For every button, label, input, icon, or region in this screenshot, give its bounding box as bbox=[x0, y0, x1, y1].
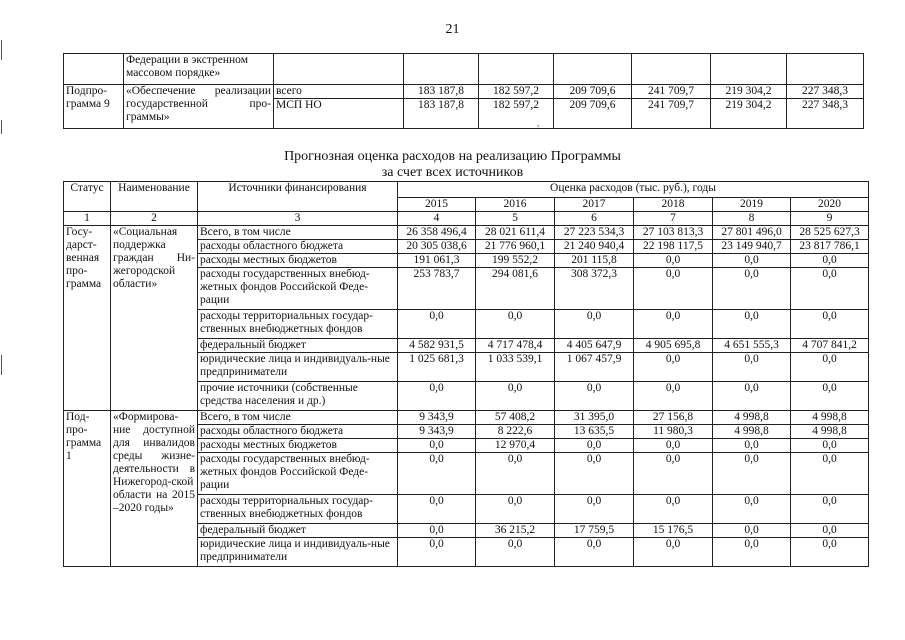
status-cell: Под-про-грамма 1 bbox=[64, 411, 111, 567]
header-name: Наименование bbox=[111, 182, 198, 212]
year-header: 2015 bbox=[398, 198, 476, 212]
value-cell: 0,0 bbox=[634, 495, 713, 524]
value-cell: 241 709,7 bbox=[632, 99, 711, 129]
value-cell: 4 905 695,8 bbox=[634, 339, 713, 353]
source-cell: юридические лица и индивидуаль-ные предприниматели bbox=[198, 353, 398, 382]
value-cell: 0,0 bbox=[791, 524, 869, 538]
source-cell: расходы государственных внебюд-жетных фондов Российской Феде-рации bbox=[198, 268, 398, 310]
column-number: 9 bbox=[791, 212, 869, 226]
column-number: 5 bbox=[476, 212, 555, 226]
value-cell: 0,0 bbox=[713, 353, 791, 382]
value-cell: 0,0 bbox=[791, 495, 869, 524]
value-cell: 199 552,2 bbox=[476, 254, 555, 268]
value-cell: 1 033 539,1 bbox=[476, 353, 555, 382]
value-cell: 0,0 bbox=[555, 310, 634, 339]
column-number: 3 bbox=[198, 212, 398, 226]
source-cell: расходы территориальных государ-ственных внебюджетных фондов bbox=[198, 495, 398, 524]
year-header: 2016 bbox=[476, 198, 555, 212]
value-cell: 1 067 457,9 bbox=[555, 353, 634, 382]
value-cell: 8 222,6 bbox=[476, 425, 555, 439]
value-cell: 183 187,8 bbox=[404, 85, 479, 99]
value-cell: 227 348,3 bbox=[787, 99, 864, 129]
value-cell: 15 176,5 bbox=[634, 524, 713, 538]
value-cell: 0,0 bbox=[634, 353, 713, 382]
source-cell: федеральный бюджет bbox=[198, 524, 398, 538]
source-cell: расходы территориальных государ-ственных внебюджетных фондов bbox=[198, 310, 398, 339]
header-estimate: Оценка расходов (тыс. руб.), годы bbox=[398, 182, 869, 198]
margin-rule bbox=[1, 40, 2, 60]
program-name-cell: «Обеспечение реализации государственной про-граммы» bbox=[124, 85, 274, 129]
value-cell: 9 343,9 bbox=[398, 425, 476, 439]
value-cell: 0,0 bbox=[555, 453, 634, 495]
column-number: 2 bbox=[111, 212, 198, 226]
value-cell: 23 149 940,7 bbox=[713, 240, 791, 254]
value-cell: 0,0 bbox=[476, 453, 555, 495]
status-cell: Госу-дарст-венная про-грамма bbox=[64, 226, 111, 411]
value-cell: 0,0 bbox=[791, 382, 869, 411]
program-name-cell: «Социальная поддержка граждан Ни-жегородской области» bbox=[111, 226, 198, 411]
table-row bbox=[64, 54, 864, 85]
value-cell: 0,0 bbox=[634, 439, 713, 453]
column-number: 1 bbox=[64, 212, 111, 226]
source-cell: Всего, в том числе bbox=[198, 226, 398, 240]
value-cell: 0,0 bbox=[634, 453, 713, 495]
column-number: 8 bbox=[713, 212, 791, 226]
value-cell: 27 223 534,3 bbox=[555, 226, 634, 240]
value-cell: 17 759,5 bbox=[555, 524, 634, 538]
value-cell: 0,0 bbox=[398, 495, 476, 524]
value-cell: 22 198 117,5 bbox=[634, 240, 713, 254]
value-cell: 0,0 bbox=[555, 495, 634, 524]
value-cell: 28 525 627,3 bbox=[791, 226, 869, 240]
top-continuation-table bbox=[63, 53, 864, 129]
value-cell: 0,0 bbox=[713, 268, 791, 310]
forecast-table bbox=[63, 181, 869, 567]
value-cell: 9 343,9 bbox=[398, 411, 476, 425]
program-name-cell: «Формирова-ние доступной для инвалидов среды жизне-деятельности в Нижегород-ской области на 2015 –2020 годы» bbox=[111, 411, 198, 567]
value-cell: 0,0 bbox=[476, 538, 555, 567]
source-cell: всего bbox=[274, 85, 404, 99]
value-cell: 26 358 496,4 bbox=[398, 226, 476, 240]
value-cell: 241 709,7 bbox=[632, 85, 711, 99]
value-cell: 0,0 bbox=[791, 439, 869, 453]
value-cell: 4 998,8 bbox=[713, 411, 791, 425]
scan-mark: , bbox=[537, 118, 540, 128]
status-cell: Подпро-грамма 9 bbox=[64, 85, 124, 129]
value-cell: 0,0 bbox=[713, 439, 791, 453]
value-cell: 0,0 bbox=[398, 453, 476, 495]
value-cell: 0,0 bbox=[713, 254, 791, 268]
year-header: 2019 bbox=[713, 198, 791, 212]
value-cell: 219 304,2 bbox=[711, 99, 787, 129]
value-cell: 219 304,2 bbox=[711, 85, 787, 99]
value-cell: 0,0 bbox=[634, 538, 713, 567]
value-cell: 0,0 bbox=[791, 453, 869, 495]
value-cell: 20 305 038,6 bbox=[398, 240, 476, 254]
value-cell: 0,0 bbox=[398, 538, 476, 567]
value-cell: 4 707 841,2 bbox=[791, 339, 869, 353]
year-header: 2018 bbox=[634, 198, 713, 212]
value-cell: 11 980,3 bbox=[634, 425, 713, 439]
column-number: 6 bbox=[555, 212, 634, 226]
value-cell: 13 635,5 bbox=[555, 425, 634, 439]
value-cell: 27 103 813,3 bbox=[634, 226, 713, 240]
value-cell: 0,0 bbox=[555, 538, 634, 567]
value-cell: 36 215,2 bbox=[476, 524, 555, 538]
value-cell: 0,0 bbox=[634, 382, 713, 411]
value-cell: 0,0 bbox=[398, 310, 476, 339]
value-cell: 201 115,8 bbox=[555, 254, 634, 268]
value-cell: 209 709,6 bbox=[554, 99, 632, 129]
value-cell: 0,0 bbox=[398, 439, 476, 453]
source-cell: расходы местных бюджетов bbox=[198, 254, 398, 268]
column-number: 4 bbox=[398, 212, 476, 226]
value-cell: 182 597,2 bbox=[479, 85, 554, 99]
value-cell: 0,0 bbox=[398, 524, 476, 538]
section-heading: Прогнозная оценка расходов на реализацию Программы bbox=[284, 149, 621, 164]
value-cell: 183 187,8 bbox=[404, 99, 479, 129]
value-cell: 0,0 bbox=[555, 382, 634, 411]
value-cell: 0,0 bbox=[713, 310, 791, 339]
value-cell: 294 081,6 bbox=[476, 268, 555, 310]
source-cell: Всего, в том числе bbox=[198, 411, 398, 425]
margin-rule bbox=[1, 120, 2, 134]
value-cell: 0,0 bbox=[791, 254, 869, 268]
value-cell: 182 597,2 bbox=[479, 99, 554, 129]
value-cell: 191 061,3 bbox=[398, 254, 476, 268]
value-cell: 0,0 bbox=[713, 453, 791, 495]
value-cell: 4 651 555,3 bbox=[713, 339, 791, 353]
value-cell: 0,0 bbox=[713, 524, 791, 538]
table-row bbox=[64, 411, 869, 425]
source-cell: расходы государственных внебюд-жетных фондов Российской Феде-рации bbox=[198, 453, 398, 495]
value-cell: 28 021 611,4 bbox=[476, 226, 555, 240]
page-number: 21 bbox=[445, 22, 460, 37]
value-cell: 253 783,7 bbox=[398, 268, 476, 310]
source-cell: прочие источники (собственные средства населения и др.) bbox=[198, 382, 398, 411]
value-cell: 0,0 bbox=[791, 538, 869, 567]
header-status: Статус bbox=[64, 182, 111, 212]
table-row bbox=[64, 226, 869, 240]
value-cell: 227 348,3 bbox=[787, 85, 864, 99]
source-cell: федеральный бюджет bbox=[198, 339, 398, 353]
value-cell: 12 970,4 bbox=[476, 439, 555, 453]
value-cell: 0,0 bbox=[634, 254, 713, 268]
value-cell: 4 717 478,4 bbox=[476, 339, 555, 353]
margin-rule bbox=[1, 355, 2, 375]
value-cell: 4 405 647,9 bbox=[555, 339, 634, 353]
value-cell: 21 240 940,4 bbox=[555, 240, 634, 254]
value-cell: 21 776 960,1 bbox=[476, 240, 555, 254]
value-cell: 0,0 bbox=[476, 495, 555, 524]
section-subheading: за счет всех источников bbox=[381, 165, 524, 180]
source-cell: расходы местных бюджетов bbox=[198, 439, 398, 453]
value-cell: 308 372,3 bbox=[555, 268, 634, 310]
value-cell: 0,0 bbox=[713, 495, 791, 524]
column-numbers-row bbox=[64, 212, 869, 226]
source-cell: расходы областного бюджета bbox=[198, 240, 398, 254]
value-cell: 27 801 496,0 bbox=[713, 226, 791, 240]
value-cell: 0,0 bbox=[791, 353, 869, 382]
year-header: 2020 bbox=[791, 198, 869, 212]
value-cell: 4 998,8 bbox=[791, 411, 869, 425]
value-cell: 4 998,8 bbox=[713, 425, 791, 439]
source-cell: МСП НО bbox=[274, 99, 404, 129]
value-cell: 27 156,8 bbox=[634, 411, 713, 425]
header-source: Источники финансирования bbox=[198, 182, 398, 212]
value-cell: 0,0 bbox=[713, 538, 791, 567]
value-cell: 0,0 bbox=[713, 382, 791, 411]
value-cell: 0,0 bbox=[398, 382, 476, 411]
header-row bbox=[64, 182, 869, 198]
value-cell: 1 025 681,3 bbox=[398, 353, 476, 382]
state-program-block bbox=[64, 226, 869, 411]
source-cell: юридические лица и индивидуаль-ные предприниматели bbox=[198, 538, 398, 567]
value-cell: 0,0 bbox=[634, 310, 713, 339]
value-cell: 23 817 786,1 bbox=[791, 240, 869, 254]
value-cell: 57 408,2 bbox=[476, 411, 555, 425]
value-cell: 0,0 bbox=[476, 382, 555, 411]
subprogram-block bbox=[64, 411, 869, 567]
table-row bbox=[64, 85, 864, 99]
value-cell: 4 582 931,5 bbox=[398, 339, 476, 353]
year-header: 2017 bbox=[555, 198, 634, 212]
value-cell: 0,0 bbox=[791, 268, 869, 310]
program-name-cell: Федерации в экстренном массовом порядке» bbox=[124, 54, 274, 85]
column-number: 7 bbox=[634, 212, 713, 226]
value-cell: 0,0 bbox=[791, 310, 869, 339]
value-cell: 31 395,0 bbox=[555, 411, 634, 425]
value-cell: 4 998,8 bbox=[791, 425, 869, 439]
value-cell: 0,0 bbox=[476, 310, 555, 339]
value-cell: 0,0 bbox=[555, 439, 634, 453]
source-cell: расходы областного бюджета bbox=[198, 425, 398, 439]
value-cell: 0,0 bbox=[634, 268, 713, 310]
value-cell: 209 709,6 bbox=[554, 85, 632, 99]
